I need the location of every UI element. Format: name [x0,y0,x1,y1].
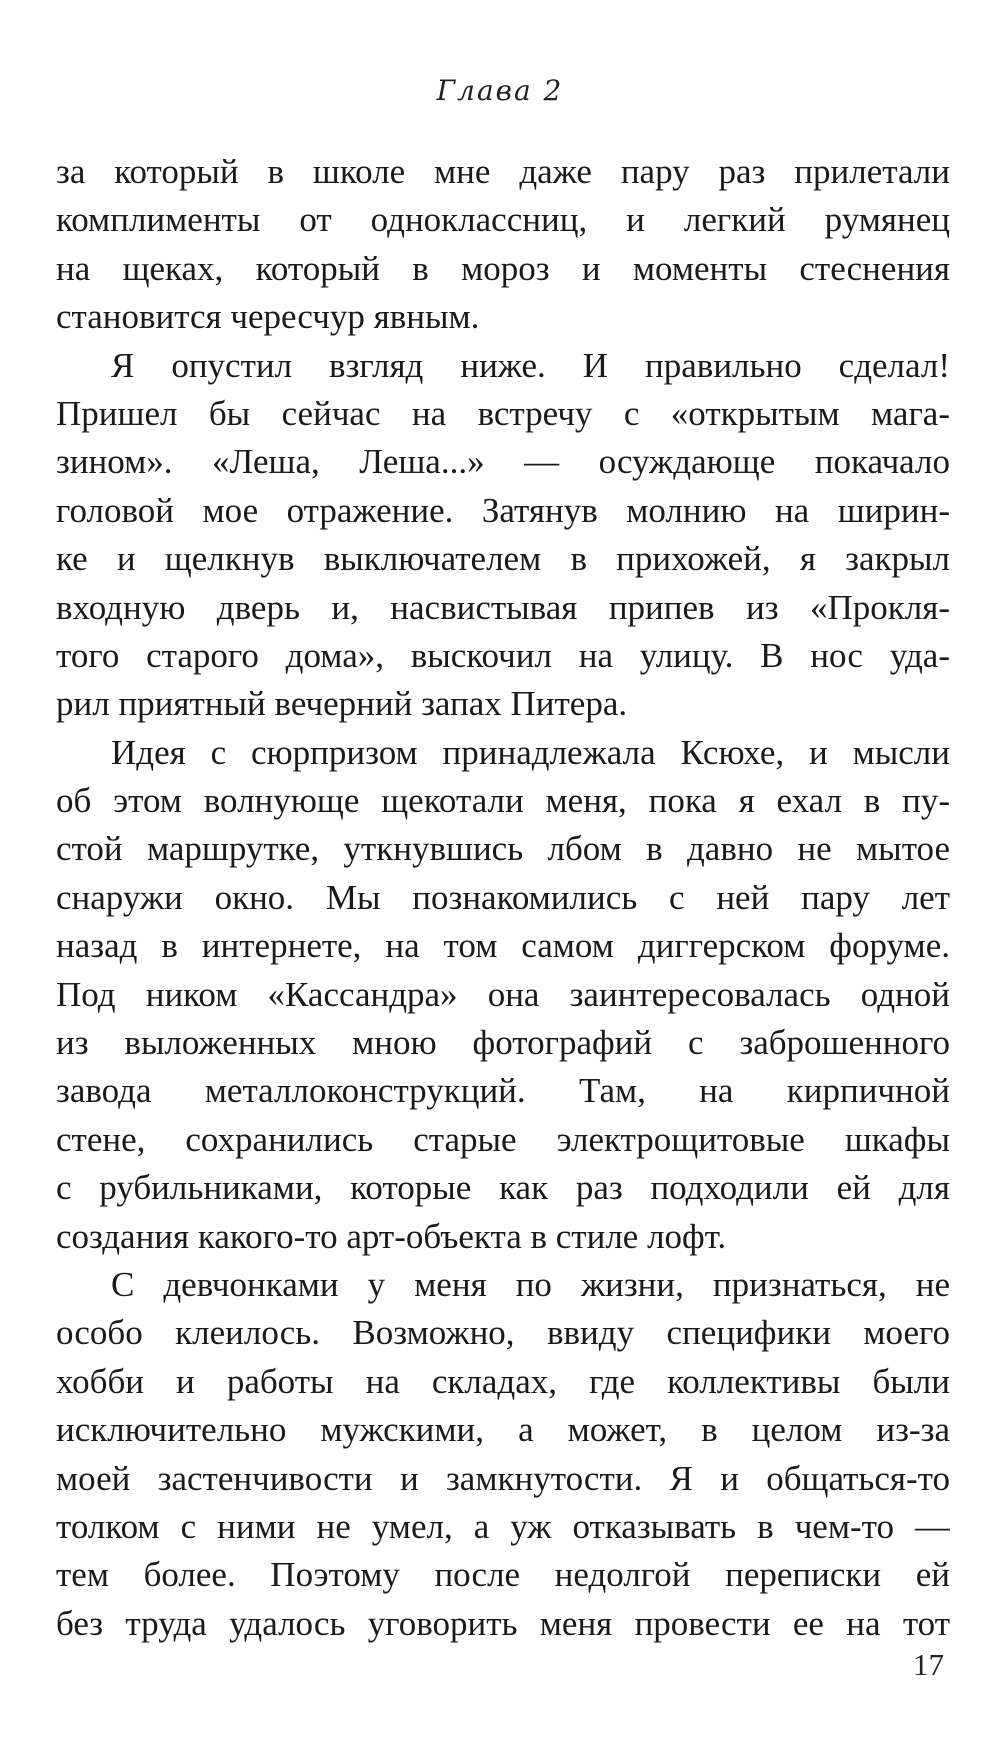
text-line: тем более. Поэтому после недолгой переписки ей [56,1555,950,1595]
text-line: исключительно мужскими, а может, в целом из-за [56,1410,950,1450]
text-line: головой мое отражение. Затянув молнию на ширин- [56,490,950,530]
text-line: становится чересчур явным. [56,297,480,337]
text-line: зином». «Леша, Леша...» — осуждающе покачало [56,442,950,482]
text-line: об этом волнующе щекотали меня, пока я ехал в пу- [56,781,950,821]
text-line: завода металлоконструкций. Там, на кирпичной [56,1071,950,1111]
text-line: комплименты от одноклассниц, и легкий румянец [56,200,950,240]
text-line: создания какого-то арт-объекта в стиле лофт. [56,1216,727,1256]
text-line: стене, сохранились старые электрощитовые шкафы [56,1119,950,1159]
text-line: моей застенчивости и замкнутости. Я и общаться-то [56,1458,950,1498]
text-line: стой маршрутке, уткнувшись лбом в давно не мытое [56,829,950,869]
text-line: Пришел бы сейчас на встречу с «открытым мага- [56,393,950,433]
text-line: за который в школе мне даже пару раз прилетали [56,152,950,191]
text-line: Я опустил взгляд ниже. И правильно сделал! [111,345,950,385]
text-line: назад в интернете, на том самом диггерском форуме. [56,926,950,966]
text-line: особо клеилось. Возможно, ввиду специфики моего [56,1313,950,1353]
text-line: ке и щелкнув выключателем в прихожей, я закрыл [56,539,950,579]
text-line: с рубильниками, которые как раз подходили ей для [56,1168,950,1208]
text-line: из выложенных мною фотографий с заброшенного [56,1023,950,1063]
text-line: С девчонками у меня по жизни, признаться, не [111,1264,950,1304]
text-line: того старого дома», выскочил на улицу. В нос уда- [56,635,950,675]
text-line: толком с ними не умел, а уж отказывать в чем-то — [56,1506,950,1546]
text-line: хобби и работы на складах, где коллективы были [56,1361,950,1401]
text-line: Идея с сюрпризом принадлежала Ксюхе, и мысли [111,732,950,772]
text-line: снаружи окно. Мы познакомились с ней пару лет [56,877,950,917]
text-line: без труда удалось уговорить меня провести ее на тот [56,1603,950,1643]
body-text [56,148,950,1648]
text-line: на щеках, который в мороз и моменты стеснения [56,248,950,288]
text-line: Под ником «Кассандра» она заинтересовалась одной [56,974,950,1014]
text-line: входную дверь и, насвистывая припев из «Прокля- [56,587,950,627]
running-head: Глава 2 [436,74,564,107]
text-line: рил приятный вечерний запах Питера. [56,684,628,724]
page-number: 17 [913,1647,944,1682]
